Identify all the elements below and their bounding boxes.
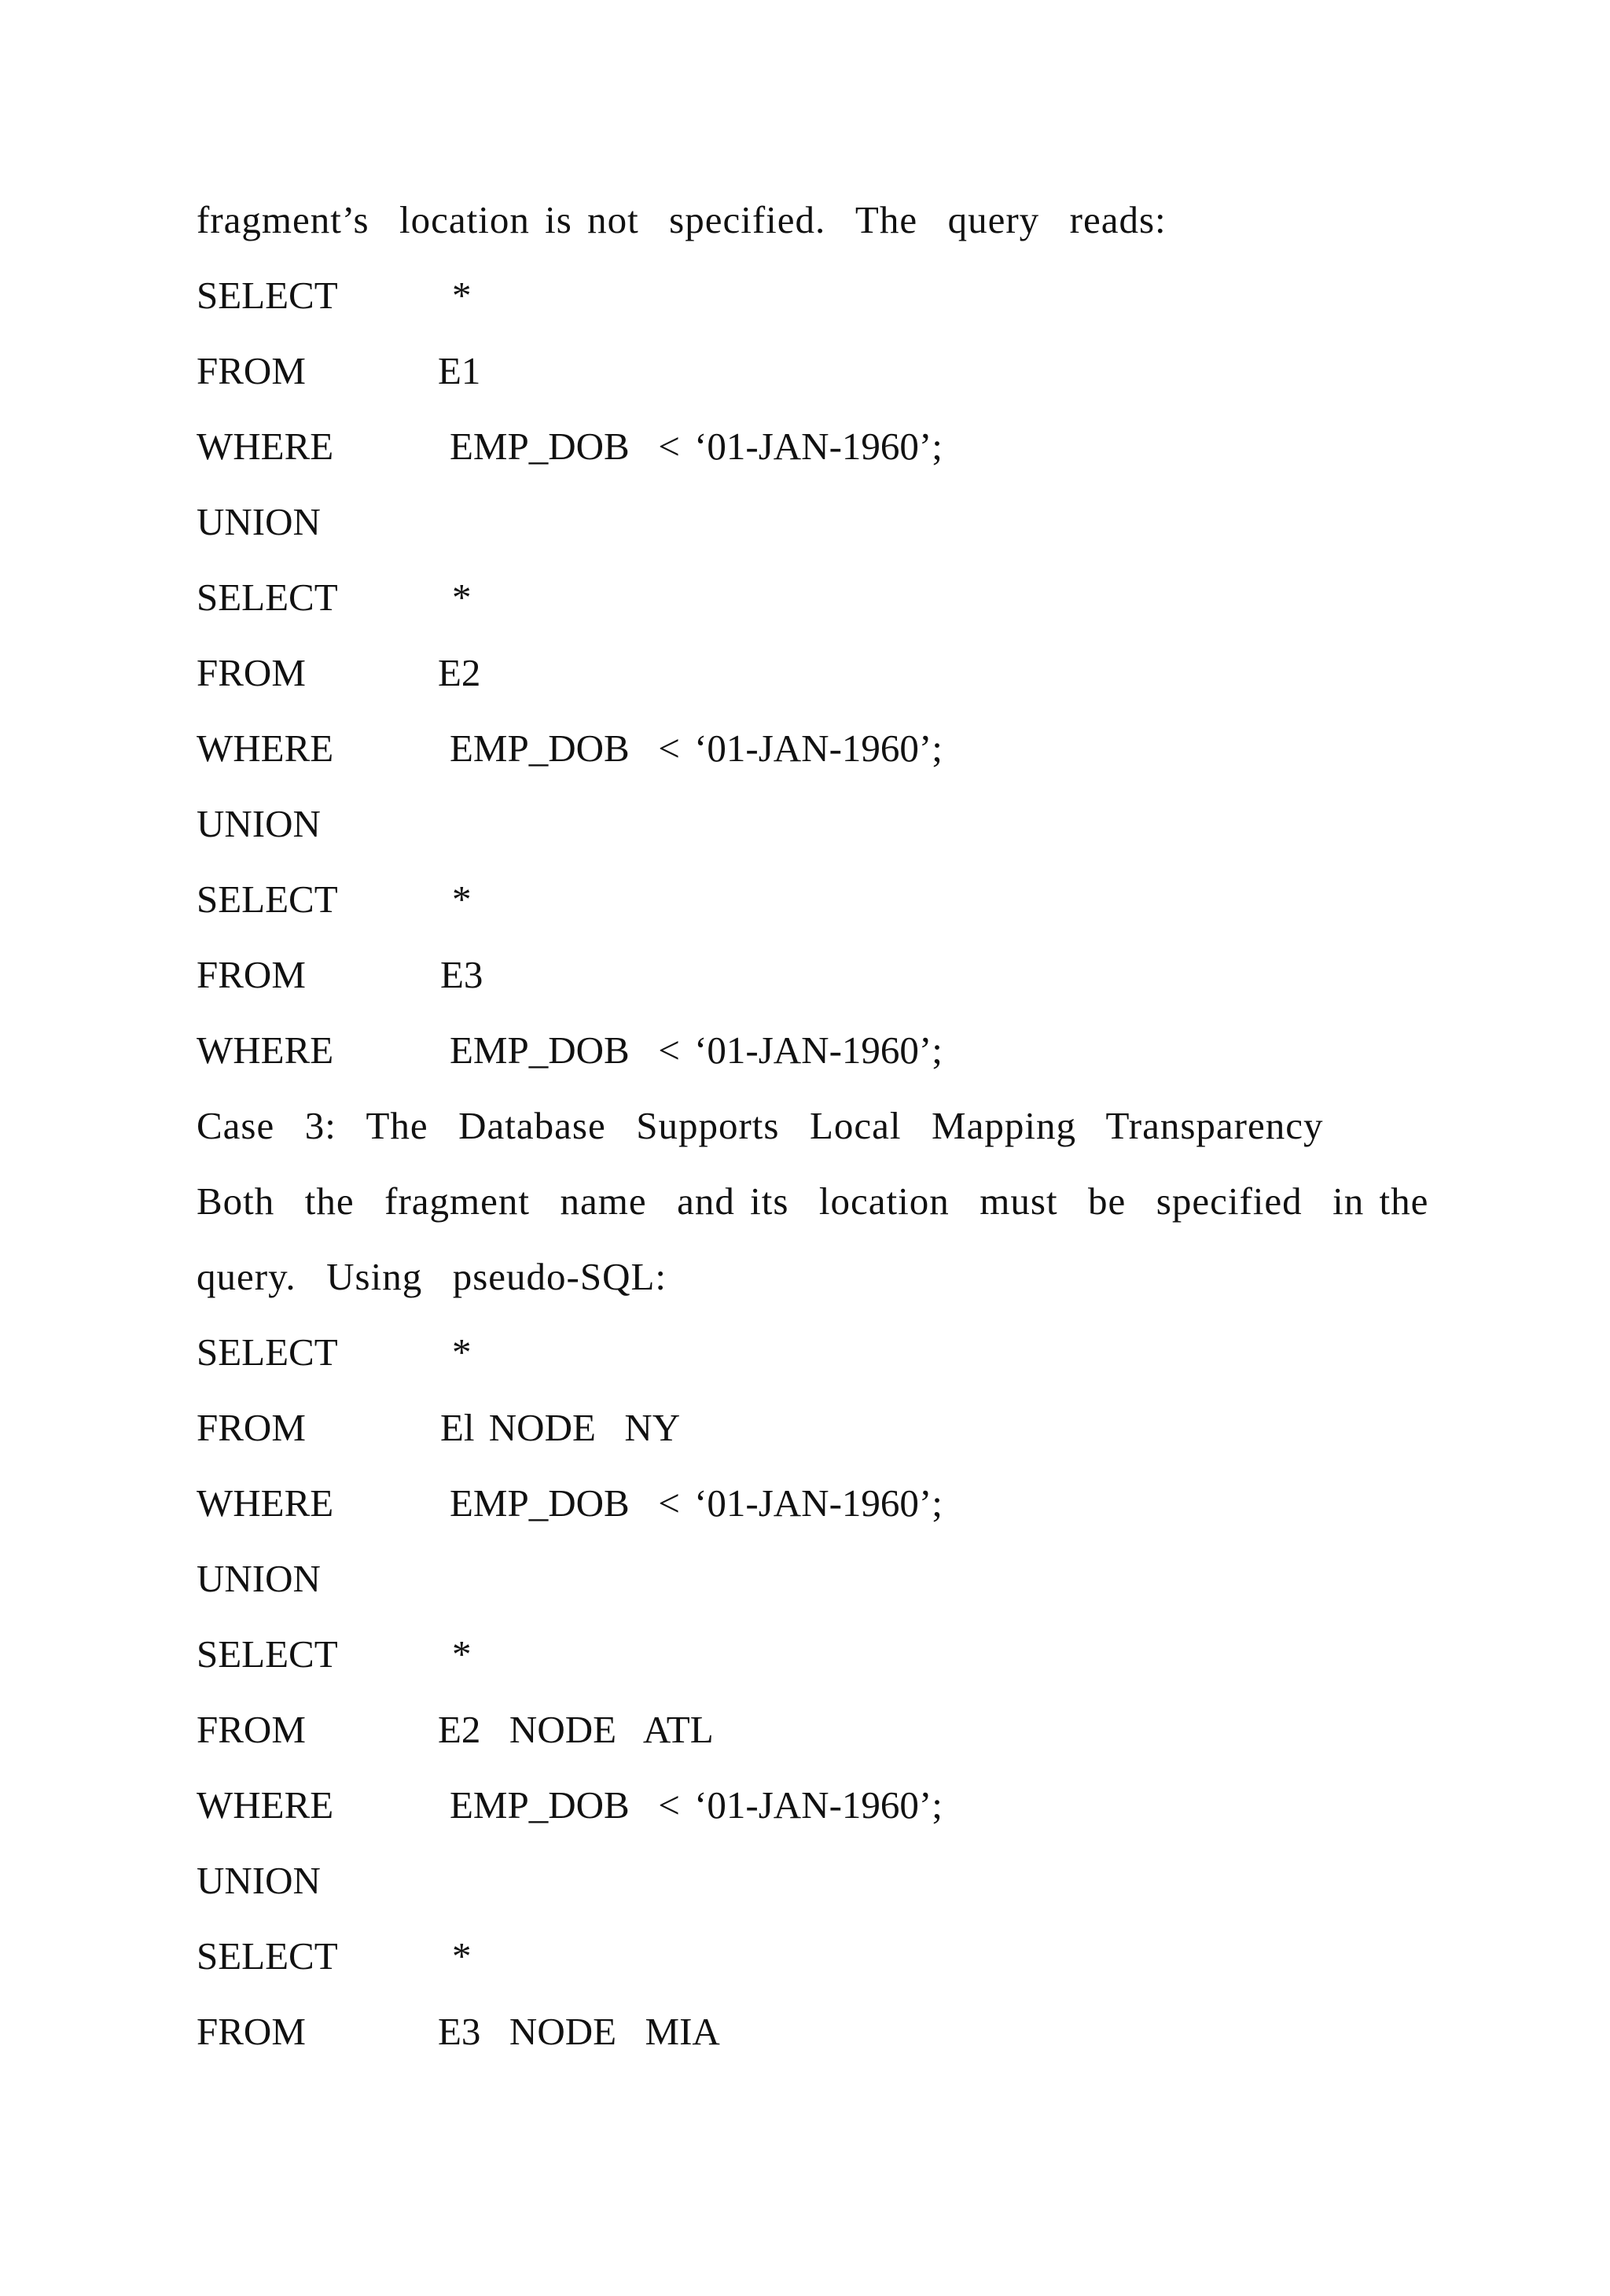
sql-argument: E2 — [438, 651, 481, 694]
sql-argument: EMP_DOB < ‘01-JAN-1960’; — [450, 1481, 943, 1525]
sql-keyword: FROM — [197, 349, 306, 392]
sql-line — [197, 635, 481, 711]
sql-keyword: WHERE — [197, 425, 334, 468]
prose-line: query. Using pseudo-SQL: — [197, 1255, 667, 1298]
sql-line — [197, 1541, 321, 1617]
sql-argument: EMP_DOB < ‘01-JAN-1960’; — [450, 1783, 943, 1827]
sql-argument: * — [452, 576, 472, 619]
sql-line — [197, 560, 472, 635]
sql-line — [197, 333, 481, 409]
sql-argument: E3 — [440, 953, 483, 996]
sql-argument: EMP_DOB < ‘01-JAN-1960’; — [450, 1028, 943, 1072]
sql-keyword: UNION — [197, 1859, 321, 1902]
sql-line — [197, 1692, 714, 1768]
sql-line — [197, 786, 321, 862]
sql-argument: * — [452, 1330, 472, 1374]
sql-line — [197, 1013, 943, 1088]
sql-line — [197, 937, 483, 1013]
sql-line — [197, 484, 321, 560]
sql-line — [197, 862, 472, 937]
sql-argument: * — [452, 274, 472, 317]
sql-line — [197, 258, 472, 333]
sql-line — [197, 1390, 681, 1466]
sql-line — [197, 711, 943, 786]
sql-argument: * — [452, 1934, 472, 1978]
sql-line — [197, 409, 943, 484]
sql-line — [197, 1315, 472, 1390]
sql-line — [197, 1617, 472, 1692]
sql-argument: EMP_DOB < ‘01-JAN-1960’; — [450, 425, 943, 468]
sql-line — [197, 1994, 720, 2070]
sql-keyword: FROM — [197, 953, 306, 996]
sql-argument: El NODE NY — [440, 1406, 681, 1449]
sql-line — [197, 1466, 943, 1541]
sql-argument: E3 NODE MIA — [438, 2010, 720, 2053]
sql-line — [197, 1919, 472, 1994]
section-heading-case-3: Case 3: The Database Supports Local Mapping Transparency — [197, 1104, 1324, 1147]
sql-keyword: UNION — [197, 802, 321, 845]
sql-keyword: UNION — [197, 1557, 321, 1600]
sql-keyword: UNION — [197, 500, 321, 543]
sql-line — [197, 1843, 321, 1919]
sql-keyword: WHERE — [197, 1028, 334, 1072]
sql-keyword: FROM — [197, 2010, 306, 2053]
prose-line-intro: fragment’s location is not specified. The query reads: — [197, 198, 1167, 241]
sql-keyword: SELECT — [197, 1632, 338, 1676]
sql-keyword: WHERE — [197, 1481, 334, 1525]
sql-keyword: FROM — [197, 1406, 306, 1449]
sql-argument: * — [452, 878, 472, 921]
sql-argument: EMP_DOB < ‘01-JAN-1960’; — [450, 727, 943, 770]
sql-keyword: SELECT — [197, 1934, 338, 1978]
sql-line — [197, 1768, 943, 1843]
sql-argument: E2 NODE ATL — [438, 1708, 714, 1751]
sql-keyword: SELECT — [197, 576, 338, 619]
sql-argument: E1 — [438, 349, 481, 392]
sql-keyword: FROM — [197, 1708, 306, 1751]
sql-keyword: FROM — [197, 651, 306, 694]
sql-argument: * — [452, 1632, 472, 1676]
sql-keyword: SELECT — [197, 878, 338, 921]
sql-keyword: SELECT — [197, 1330, 338, 1374]
prose-line: Both the fragment name and its location must be specified in the — [197, 1179, 1429, 1223]
sql-keyword: WHERE — [197, 1783, 334, 1827]
sql-keyword: SELECT — [197, 274, 338, 317]
sql-keyword: WHERE — [197, 727, 334, 770]
